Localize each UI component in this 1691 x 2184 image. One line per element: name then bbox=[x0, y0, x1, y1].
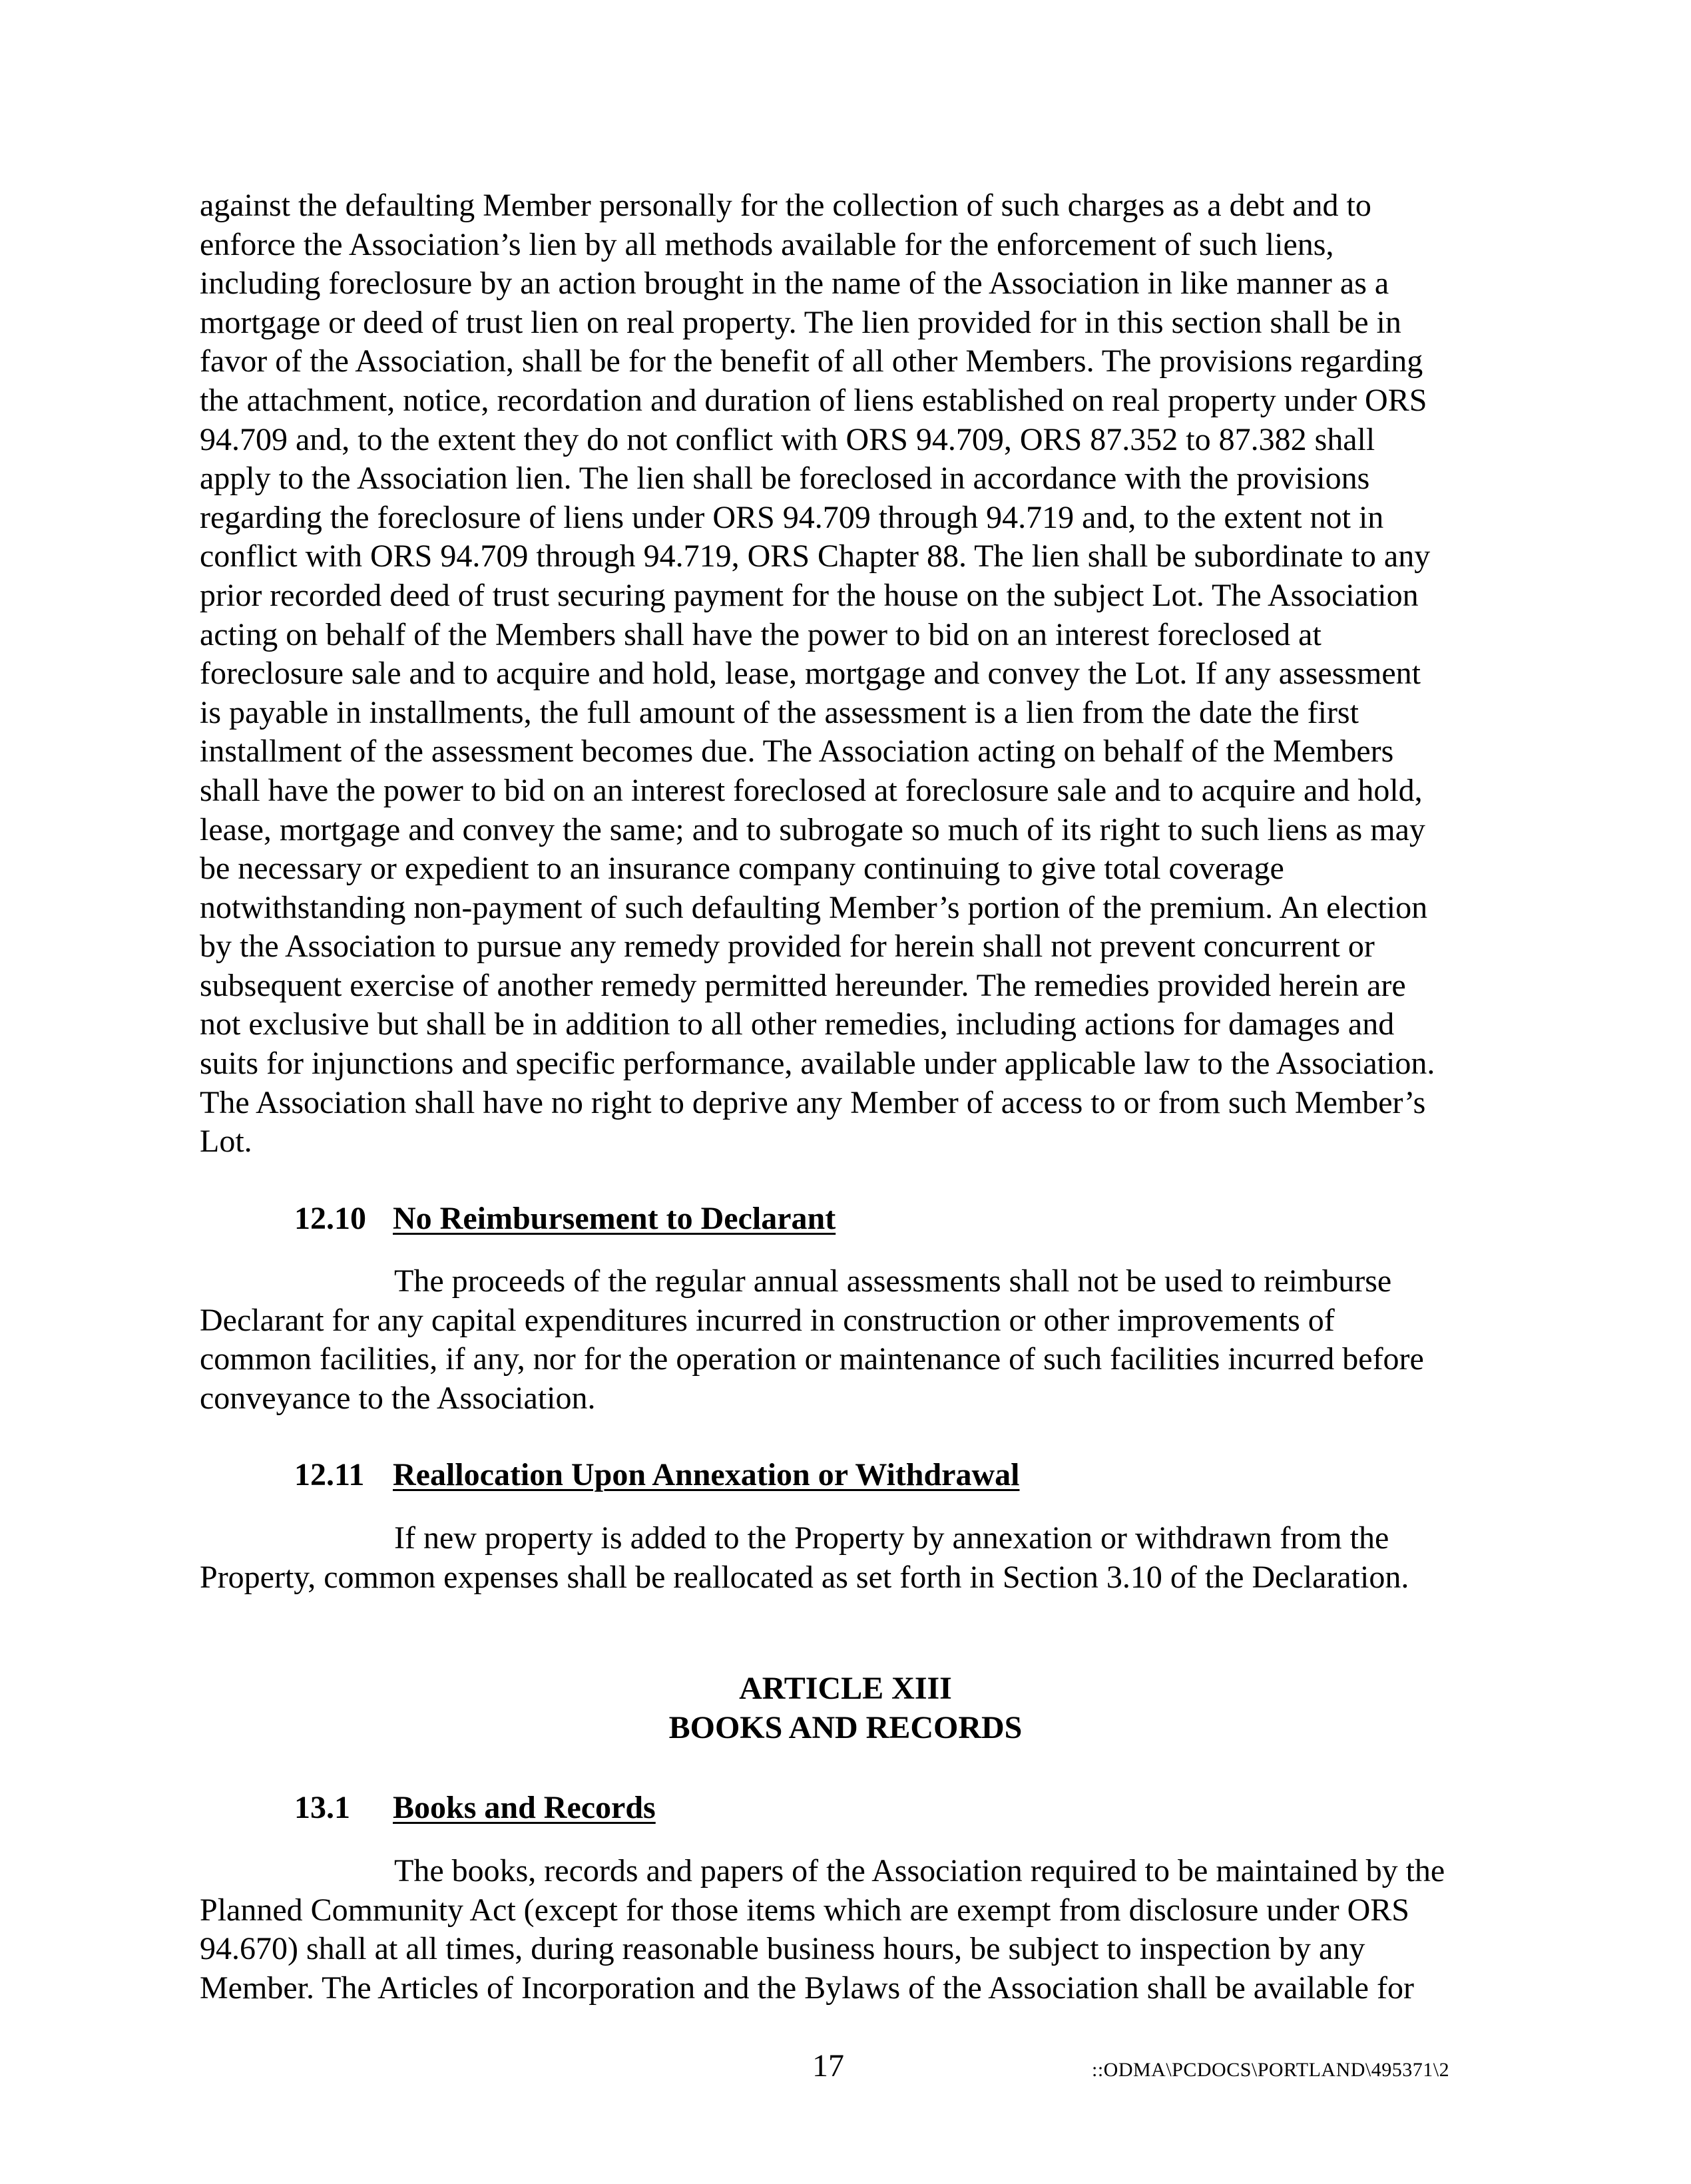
paragraph-line: including foreclosure by an action brought in the name of the Association in like manner as a bbox=[200, 266, 1389, 302]
paragraph-line: 94.670) shall at all times, during reasonable business hours, be subject to inspection by any bbox=[200, 1931, 1365, 1967]
paragraph-line: Planned Community Act (except for those items which are exempt from disclosure under ORS bbox=[200, 1892, 1409, 1928]
paragraph-line: notwithstanding non-payment of such defaulting Member’s portion of the premium. An election bbox=[200, 889, 1428, 925]
article-title: BOOKS AND RECORDS bbox=[668, 1710, 1023, 1745]
paragraph-line: The Association shall have no right to deprive any Member of access to or from such Member’s bbox=[200, 1084, 1426, 1120]
paragraph-line: Member. The Articles of Incorporation and the Bylaws of the Association shall be available for bbox=[200, 1970, 1414, 2006]
paragraph-line: prior recorded deed of trust securing payment for the house on the subject Lot. The Association bbox=[200, 577, 1419, 613]
paragraph-line: shall have the power to bid on an interest foreclosed at foreclosure sale and to acquire and hold, bbox=[200, 772, 1423, 808]
paragraph-line: is payable in installments, the full amount of the assessment is a lien from the date the first bbox=[200, 694, 1359, 730]
page-number: 17 bbox=[812, 2048, 844, 2083]
paragraph-line: installment of the assessment becomes due. The Association acting on behalf of the Members bbox=[200, 734, 1394, 769]
paragraph-line: Declarant for any capital expenditures incurred in construction or other improvements of bbox=[200, 1302, 1335, 1338]
paragraph-line: be necessary or expedient to an insurance company continuing to give total coverage bbox=[200, 851, 1284, 887]
section-heading-12-10 bbox=[294, 1200, 836, 1238]
article-number: ARTICLE XIII bbox=[739, 1671, 952, 1706]
paragraph-line: Property, common expenses shall be reallocated as set forth in Section 3.10 of the Declaration. bbox=[200, 1559, 1409, 1595]
document-reference: ::ODMA\PCDOCS\PORTLAND\495371\2 bbox=[1092, 2059, 1450, 2081]
section-title: Reallocation Upon Annexation or Withdrawal bbox=[393, 1457, 1020, 1492]
paragraph-line: against the defaulting Member personally for the collection of such charges as a debt and to bbox=[200, 188, 1371, 223]
paragraph-line: The books, records and papers of the Association required to be maintained by the bbox=[394, 1853, 1445, 1888]
paragraph-line: conveyance to the Association. bbox=[200, 1380, 596, 1416]
paragraph-line: 94.709 and, to the extent they do not conflict with ORS 94.709, ORS 87.352 to 87.382 shall bbox=[200, 421, 1375, 457]
section-13-1-paragraph bbox=[200, 1852, 1498, 2008]
section-number: 13.1 bbox=[294, 1790, 350, 1825]
paragraph-line: by the Association to pursue any remedy provided for herein shall not prevent concurrent or bbox=[200, 929, 1375, 965]
paragraph-line: Lot. bbox=[200, 1124, 252, 1160]
paragraph-line: enforce the Association’s lien by all methods available for the enforcement of such liens, bbox=[200, 226, 1334, 262]
paragraph-line: If new property is added to the Property by annexation or withdrawn from the bbox=[394, 1520, 1389, 1556]
continuation-paragraph bbox=[200, 186, 1498, 1162]
paragraph-line: common facilities, if any, nor for the operation or maintenance of such facilities incurred before bbox=[200, 1341, 1424, 1377]
paragraph-line: the attachment, notice, recordation and duration of liens established on real property under ORS bbox=[200, 382, 1427, 418]
paragraph-line: acting on behalf of the Members shall have the power to bid on an interest foreclosed at bbox=[200, 616, 1322, 652]
section-number: 12.11 bbox=[294, 1457, 365, 1492]
section-title: No Reimbursement to Declarant bbox=[393, 1201, 836, 1236]
paragraph-line: apply to the Association lien. The lien shall be foreclosed in accordance with the provisions bbox=[200, 461, 1370, 497]
paragraph-line: not exclusive but shall be in addition to all other remedies, including actions for damages and bbox=[200, 1006, 1395, 1042]
section-title: Books and Records bbox=[393, 1790, 656, 1825]
paragraph-line: favor of the Association, shall be for the benefit of all other Members. The provisions regarding bbox=[200, 343, 1423, 379]
paragraph-line: foreclosure sale and to acquire and hold, lease, mortgage and convey the Lot. If any assessment bbox=[200, 656, 1421, 692]
section-heading-13-1 bbox=[294, 1789, 656, 1827]
section-12-10-paragraph bbox=[200, 1262, 1498, 1418]
paragraph-line: subsequent exercise of another remedy permitted hereunder. The remedies provided herein are bbox=[200, 967, 1406, 1003]
section-heading-12-11 bbox=[294, 1456, 1019, 1494]
section-12-11-paragraph bbox=[200, 1519, 1498, 1597]
paragraph-line: The proceeds of the regular annual assessments shall not be used to reimburse bbox=[394, 1263, 1392, 1299]
section-number: 12.10 bbox=[294, 1201, 366, 1236]
paragraph-line: conflict with ORS 94.709 through 94.719, ORS Chapter 88. The lien shall be subordinate to any bbox=[200, 539, 1431, 574]
paragraph-line: regarding the foreclosure of liens under ORS 94.709 through 94.719 and, to the extent not in bbox=[200, 499, 1384, 535]
paragraph-line: lease, mortgage and convey the same; and to subrogate so much of its right to such liens as may bbox=[200, 811, 1425, 847]
paragraph-line: mortgage or deed of trust lien on real property. The lien provided for in this section shall be in bbox=[200, 304, 1401, 340]
paragraph-line: suits for injunctions and specific performance, available under applicable law to the Association. bbox=[200, 1046, 1435, 1082]
